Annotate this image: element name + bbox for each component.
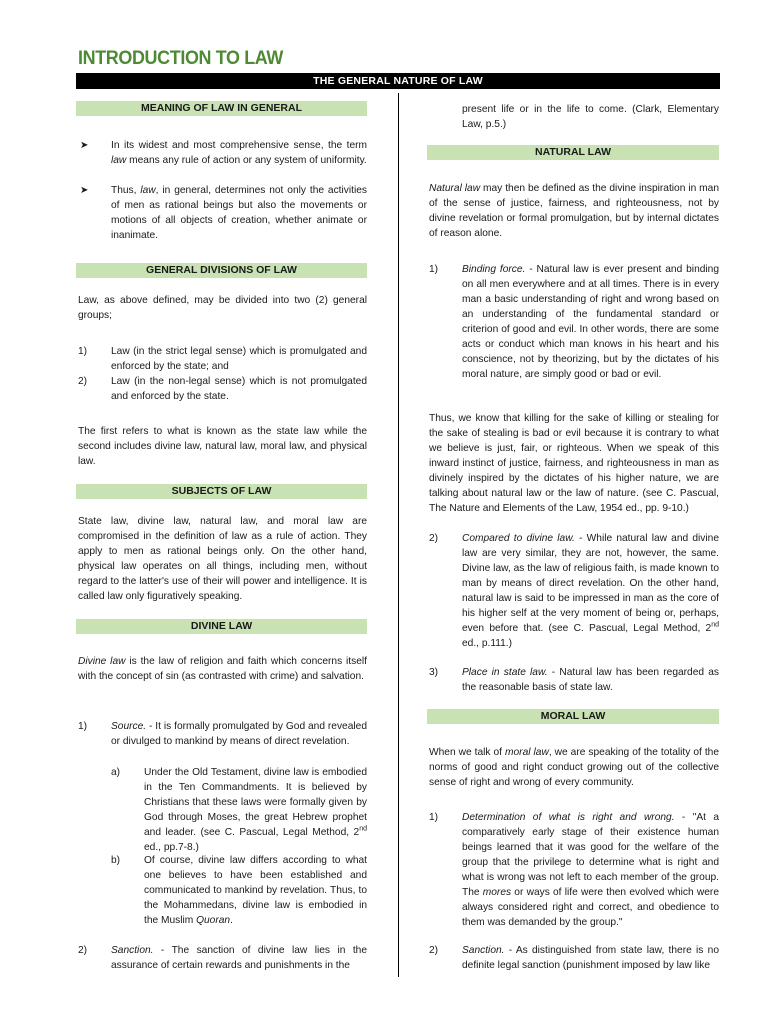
heading-natural-law: NATURAL LAW — [427, 145, 719, 160]
arrow-bullet-icon: ➤ — [80, 185, 89, 196]
column-divider — [398, 93, 399, 977]
heading-subjects-of-law: SUBJECTS OF LAW — [76, 484, 367, 499]
heading-moral-law: MORAL LAW — [427, 709, 719, 724]
section-banner: THE GENERAL NATURE OF LAW — [76, 73, 720, 89]
subjects-paragraph: State law, divine law, natural law, and moral law are compromised in the definition of law as a rule of action. They apply to men as rational beings only. On the other hand, physical law operates on all things, including men, without regard to the latter's use of their will power and intelligence. It is called law only figuratively speaking. — [78, 516, 367, 602]
heading-divine-law: DIVINE LAW — [76, 619, 367, 634]
heading-meaning-of-law: MEANING OF LAW IN GENERAL — [76, 101, 367, 116]
natural-paragraph: Thus, we know that killing for the sake of killing or stealing for the sake of stealing is bad or evil because it is contrary to what we believe is just, fair, or righteous. When we speak of this inward instinct of justice, fairness, and righteousness in man as divinely inspired by the dictates of his higher nature, we are talking about natural law or the law of nature. (see C. Pascual, The Nature and Elements of the Law, 1954 ed., pp. 9-10.) — [429, 413, 719, 514]
moral-intro: When we talk of moral law, we are speaking of the totality of the norms of good and right conduct growing out of the collective sense of right and wrong of every community. — [429, 747, 720, 788]
bullet-text: In its widest and most comprehensive sense, the term law means any rule of action or any system of uniformity. — [111, 140, 367, 166]
bullet-text: Thus, law, in general, determines not only the activities of men as rational beings but also the movements or motions of all objects of creation, whether animate or inanimate. — [111, 185, 367, 241]
arrow-bullet-icon: ➤ — [80, 140, 89, 151]
document-title: INTRODUCTION TO LAW — [78, 47, 283, 69]
divine-definition: Divine law is the law of religion and faith which concerns itself with the concept of sin (as contrasted with crime) and salvation. — [78, 656, 367, 682]
divisions-intro: Law, as above defined, may be divided into two (2) general groups; — [78, 295, 367, 321]
heading-general-divisions: GENERAL DIVISIONS OF LAW — [76, 263, 367, 278]
natural-definition: Natural law may then be defined as the divine inspiration in man of the sense of justice, fairness, and righteousness, not by divine revelation or formal promulgation, but by internal dictates of reason alone. — [429, 183, 719, 239]
divisions-closing: The first refers to what is known as the state law while the second includes divine law, natural law, moral law, and physical law. — [78, 426, 367, 467]
